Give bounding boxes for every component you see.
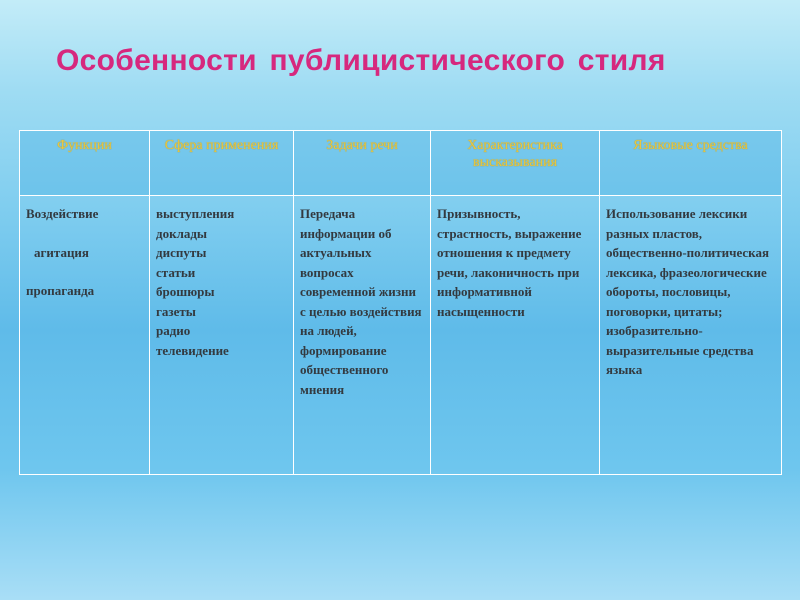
sphere-item: брошюры	[156, 284, 215, 299]
sphere-item: доклады	[156, 225, 208, 241]
sphere-item: выступления	[156, 206, 235, 221]
function-item: пропаганда	[26, 283, 95, 298]
sphere-item: радио	[156, 323, 191, 338]
tasks-text: Передача информации об актуальных вопросах современной жизни с целью воздействия на людей, формирование общественного мнения	[300, 206, 422, 397]
function-item: Воздействие	[26, 206, 99, 221]
header-tasks: Задачи речи	[294, 131, 431, 196]
slide-title: Особенности публицистического стиля	[56, 44, 666, 77]
language-means-cell	[600, 196, 782, 475]
functions-cell	[20, 196, 150, 475]
characteristics-cell	[431, 196, 600, 475]
header-sphere: Сфера применения	[150, 131, 294, 196]
header-characteristics: Характеристика высказывания	[431, 131, 600, 196]
tasks-cell	[294, 196, 431, 475]
publicistic-style-table	[19, 130, 782, 475]
sphere-item: статьи	[156, 264, 196, 280]
header-language-means: Языковые средства	[600, 131, 782, 196]
sphere-item: диспуты	[156, 245, 207, 260]
function-item: агитация	[34, 244, 89, 260]
sphere-item: газеты	[156, 303, 196, 319]
sphere-item: телевидение	[156, 342, 229, 358]
header-row	[20, 131, 782, 196]
header-functions: Функции	[20, 131, 150, 196]
language-means-text: Использование лексики разных пластов, общественно-политическая лексика, фразеологические обороты, пословицы, поговорки, цитаты; изобразительно-выразительные средства языка	[606, 206, 769, 377]
characteristics-text: Призывность, страстность, выражение отношения к предмету речи, лаконичность при информативной насыщенности	[437, 206, 582, 319]
table-row	[20, 196, 782, 475]
spheres-cell	[150, 196, 294, 475]
